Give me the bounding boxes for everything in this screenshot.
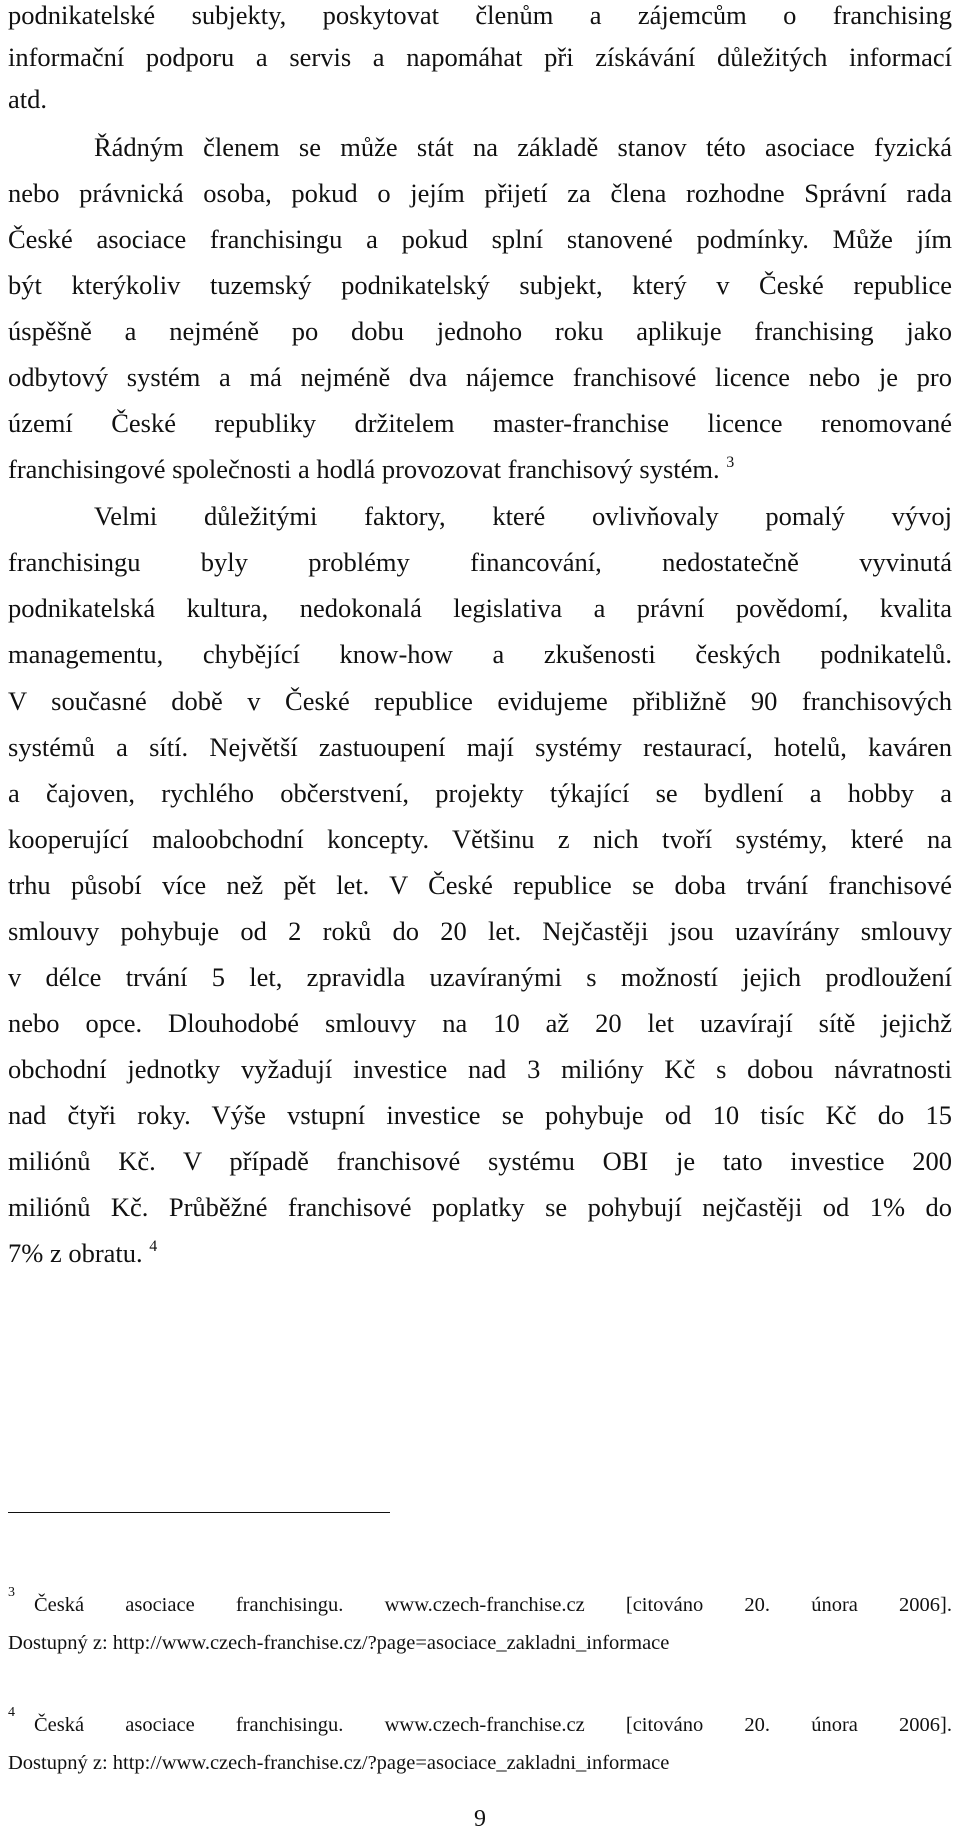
body-line: v délce trvání 5 let, zpravidla uzavíranými s možností jejich prodloužení [8, 962, 952, 992]
body-line: odbytový systém a má nejméně dva nájemce franchisové licence nebo je pro [8, 362, 952, 392]
paragraph-start-line: Řádným členem se může stát na základě stanov této asociace fyzická [94, 132, 952, 162]
body-line: úspěšně a nejméně po dobu jednoho roku aplikuje franchising jako [8, 316, 952, 346]
footnote-text: Dostupný z: http://www.czech-franchise.cz/?page=asociace_zakladni_informace [8, 1752, 670, 1774]
page-number: 9 [474, 1806, 486, 1832]
footnote [8, 1585, 952, 1662]
body-line: smlouvy pohybuje od 2 roků do 20 let. Nejčastěji jsou uzavírány smlouvy [8, 916, 952, 946]
body-line: miliónů Kč. V případě franchisové systému OBI je tato investice 200 [8, 1146, 952, 1176]
footnote-separator [8, 1512, 390, 1513]
body-line: nad čtyři roky. Výše vstupní investice se pohybuje od 10 tisíc Kč do 15 [8, 1100, 952, 1130]
body-line: podnikatelská kultura, nedokonalá legislativa a právní povědomí, kvalita [8, 593, 952, 623]
body-line: informační podporu a servis a napomáhat při získávání důležitých informací [8, 42, 952, 72]
footnote-mark: 4 [8, 1705, 15, 1720]
footnote-mark: 3 [8, 1585, 15, 1600]
body-line [8, 1238, 952, 1268]
body-line: franchisingu byly problémy financování, nedostatečně vyvinutá [8, 547, 952, 577]
body-line-text: 7% z obratu. [8, 1238, 143, 1268]
body-line: systémů a sítí. Největší zastuoupení mají systémy restaurací, hotelů, kaváren [8, 732, 952, 762]
body-line: kooperující maloobchodní koncepty. Většinu z nich tvoří systémy, které na [8, 824, 952, 854]
body-line: a čajoven, rychlého občerstvení, projekty týkající se bydlení a hobby a [8, 778, 952, 808]
body-line: nebo opce. Dlouhodobé smlouvy na 10 až 20 let uzavírají sítě jejichž [8, 1008, 952, 1038]
body-line: nebo právnická osoba, pokud o jejím přijetí za člena rozhodne Správní rada [8, 178, 952, 208]
footnote [8, 1705, 952, 1782]
body-line: atd. [8, 84, 47, 114]
body-line: miliónů Kč. Průběžné franchisové poplatky se pohybují nejčastěji od 1% do [8, 1192, 952, 1222]
body-line: být kterýkoliv tuzemský podnikatelský subjekt, který v České republice [8, 270, 952, 300]
body-line: V současné době v České republice evidujeme přibližně 90 franchisových [8, 686, 952, 716]
body-line: trhu působí více než pět let. V České republice se doba trvání franchisové [8, 870, 952, 900]
body-line-text: franchisingové společnosti a hodlá provozovat franchisový systém. [8, 454, 720, 484]
paragraph-start-line: Velmi důležitými faktory, které ovlivňovaly pomalý vývoj [94, 501, 952, 531]
body-line: managementu, chybějící know-how a zkušenosti českých podnikatelů. [8, 639, 952, 669]
body-line [8, 454, 952, 484]
body-line: podnikatelské subjekty, poskytovat členům a zájemcům o franchising [8, 0, 952, 30]
footnote-text: Dostupný z: http://www.czech-franchise.cz/?page=asociace_zakladni_informace [8, 1632, 670, 1654]
footnote-reference: 3 [726, 454, 735, 471]
body-line: České asociace franchisingu a pokud splní stanovené podmínky. Může jím [8, 224, 952, 254]
footnote-reference: 4 [149, 1238, 158, 1255]
footnote-text: Česká asociace franchisingu. www.czech-franchise.cz [citováno 20. února 2006]. [34, 1714, 952, 1736]
body-line: obchodní jednotky vyžadují investice nad 3 milióny Kč s dobou návratnosti [8, 1054, 952, 1084]
footnote-text: Česká asociace franchisingu. www.czech-franchise.cz [citováno 20. února 2006]. [34, 1594, 952, 1616]
body-line: území České republiky držitelem master-franchise licence renomované [8, 408, 952, 438]
